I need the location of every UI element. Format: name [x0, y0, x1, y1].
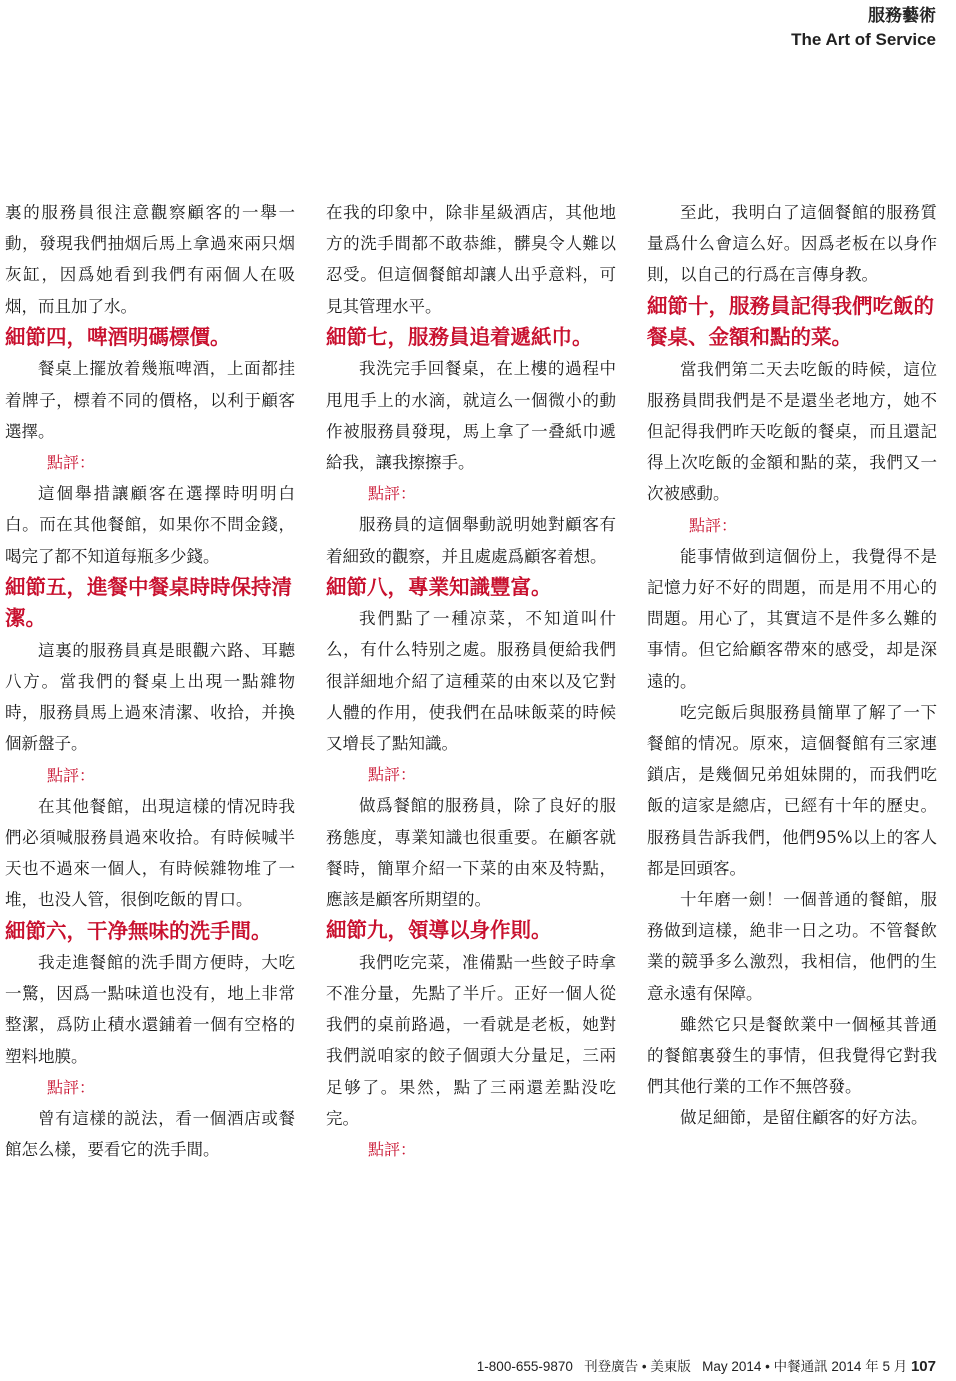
paragraph: 當我們第二天去吃飯的時候，這位服務員問我們是不是還坐老地方，她不但記得我們昨天吃飯的餐桌，而且還記得上次吃飯的金額和點的菜，我們又一次被感動。: [647, 359, 937, 504]
comment-label: 點評：: [47, 1077, 96, 1097]
section-title-cn: 服務藝術: [868, 6, 936, 26]
paragraph: 我走進餐館的洗手間方便時，大吃一驚，因爲一點味道也没有，地上非常整潔，爲防止積水還鋪着一個有空格的塑料地膜。: [5, 953, 295, 1066]
section-heading: 細節十，服務員記得我們吃飯的餐桌、金額和點的菜。: [647, 293, 934, 350]
section-heading: 細節九，領導以身作則。: [326, 918, 552, 943]
comment-label: 點評：: [47, 452, 96, 472]
paragraph: 吃完飯后與服務員簡單了解了一下餐館的情况。原來，這個餐館有三家連鎖店，是幾個兄弟姐妹開的，而我們吃飯的這家是總店，已經有十年的歷史。服務員告訴我們，他們95%以上的客人都是回頭客。: [647, 702, 937, 878]
paragraph: 這裏的服務員真是眼觀六路、耳聽八方。當我們的餐桌上出現一點雜物時，服務員馬上過來清潔、收拾，并換個新盤子。: [5, 640, 295, 754]
paragraph: 雖然它只是餐飲業中一個極其普通的餐館裏發生的事情，但我覺得它對我們其他行業的工作不無啓發。: [647, 1014, 937, 1097]
paragraph: 我們點了一種凉菜，不知道叫什么，有什么特别之處。服務員便給我們很詳細地介紹了這種菜的由來以及它對人體的作用，使我們在品味飯菜的時候又增長了點知識。: [326, 609, 616, 754]
footer-issue: May 2014 • 中餐通訊 2014 年 5 月: [702, 1359, 908, 1374]
paragraph: 餐桌上擺放着幾瓶啤酒，上面都挂着牌子，標着不同的價格，以利于顧客選擇。: [5, 359, 295, 441]
paragraph: 十年磨一劍！一個普通的餐館，服務做到這樣，絶非一日之功。不管餐飲業的競爭多么激烈，我相信，他們的生意永遠有保障。: [647, 890, 937, 1003]
column-1: [5, 197, 295, 1165]
section-heading: 細節四，啤酒明碼標價。: [5, 324, 231, 349]
paragraph: 我洗完手回餐桌，在上樓的過程中甩甩手上的水滴，就這么一個微小的動作被服務員發現，馬上拿了一叠紙巾遞給我，讓我擦擦手。: [326, 359, 616, 472]
comment-label: 點評：: [47, 765, 96, 785]
paragraph: 曾有這樣的説法，看一個酒店或餐館怎么樣，要看它的洗手間。: [5, 1109, 295, 1160]
comment-label: 點評：: [368, 484, 417, 504]
section-heading: 細節五，進餐中餐桌時時保持清潔。: [5, 574, 292, 631]
comment-label: 點評：: [368, 765, 417, 785]
section-heading: 細節八，專業知識豐富。: [326, 574, 552, 599]
footer-phone: 1-800-655-9870: [476, 1359, 573, 1374]
paragraph: 服務員的這個舉動説明她對顧客有着細致的觀察，并且處處爲顧客着想。: [326, 515, 616, 566]
section-heading: 細節六，干净無味的洗手間。: [5, 918, 272, 943]
page-header: [791, 4, 936, 52]
column-3: [647, 197, 937, 1134]
section-title-en: The Art of Service: [791, 30, 936, 49]
paragraph: 做爲餐館的服務員，除了良好的服務態度，專業知識也很重要。在顧客就餐時，簡單介紹一下菜的由來及特點，應該是顧客所期望的。: [326, 796, 616, 910]
paragraph: 我們吃完菜，准備點一些餃子時拿不准分量，先點了半斤。正好一個人從我們的桌前路過，一看就是老板，她對我們説咱家的餃子個頭大分量足，三兩足够了。果然，點了三兩還差點没吃完。: [326, 952, 616, 1128]
footer-ad-text: 刊登廣告 • 美東版: [584, 1359, 691, 1374]
paragraph: 在我的印象中，除非星級酒店，其他地方的洗手間都不敢恭維，髒臭令人難以忍受。但這個餐館却讓人出乎意料，可見其管理水平。: [326, 203, 616, 316]
section-heading: 細節七，服務員追着遞紙巾。: [326, 324, 593, 349]
paragraph: 做足細節，是留住顧客的好方法。: [680, 1108, 928, 1128]
paragraph: 能事情做到這個份上，我覺得不是記憶力好不好的問題，而是用不用心的問題。用心了，其實這不是件多么難的事情。但它給顧客帶來的感受，却是深遠的。: [647, 546, 937, 691]
paragraph: 在其他餐館，出現這樣的情况時我們必須喊服務員過來收拾。有時候喊半天也不過來一個人，有時候雜物堆了一堆，也没人管，很倒吃飯的胃口。: [5, 796, 295, 910]
comment-label: 點評：: [689, 515, 738, 535]
column-2: [326, 197, 616, 1165]
paragraph: 裏的服務員很注意觀察顧客的一舉一動，發現我們抽烟后馬上拿過來兩只烟灰缸，因爲她看到我們有兩個人在吸烟，而且加了水。: [5, 203, 295, 316]
comment-label: 點評：: [368, 1139, 417, 1159]
paragraph: 這個舉措讓顧客在選擇時明明白白。而在其他餐館，如果你不問金錢，喝完了都不知道每瓶多少錢。: [5, 484, 295, 566]
page-number: 107: [910, 1358, 936, 1375]
page-footer: [477, 1355, 936, 1375]
paragraph: 至此，我明白了這個餐館的服務質量爲什么會這么好。因爲老板在以身作則，以自己的行爲在言傳身教。: [647, 203, 937, 285]
